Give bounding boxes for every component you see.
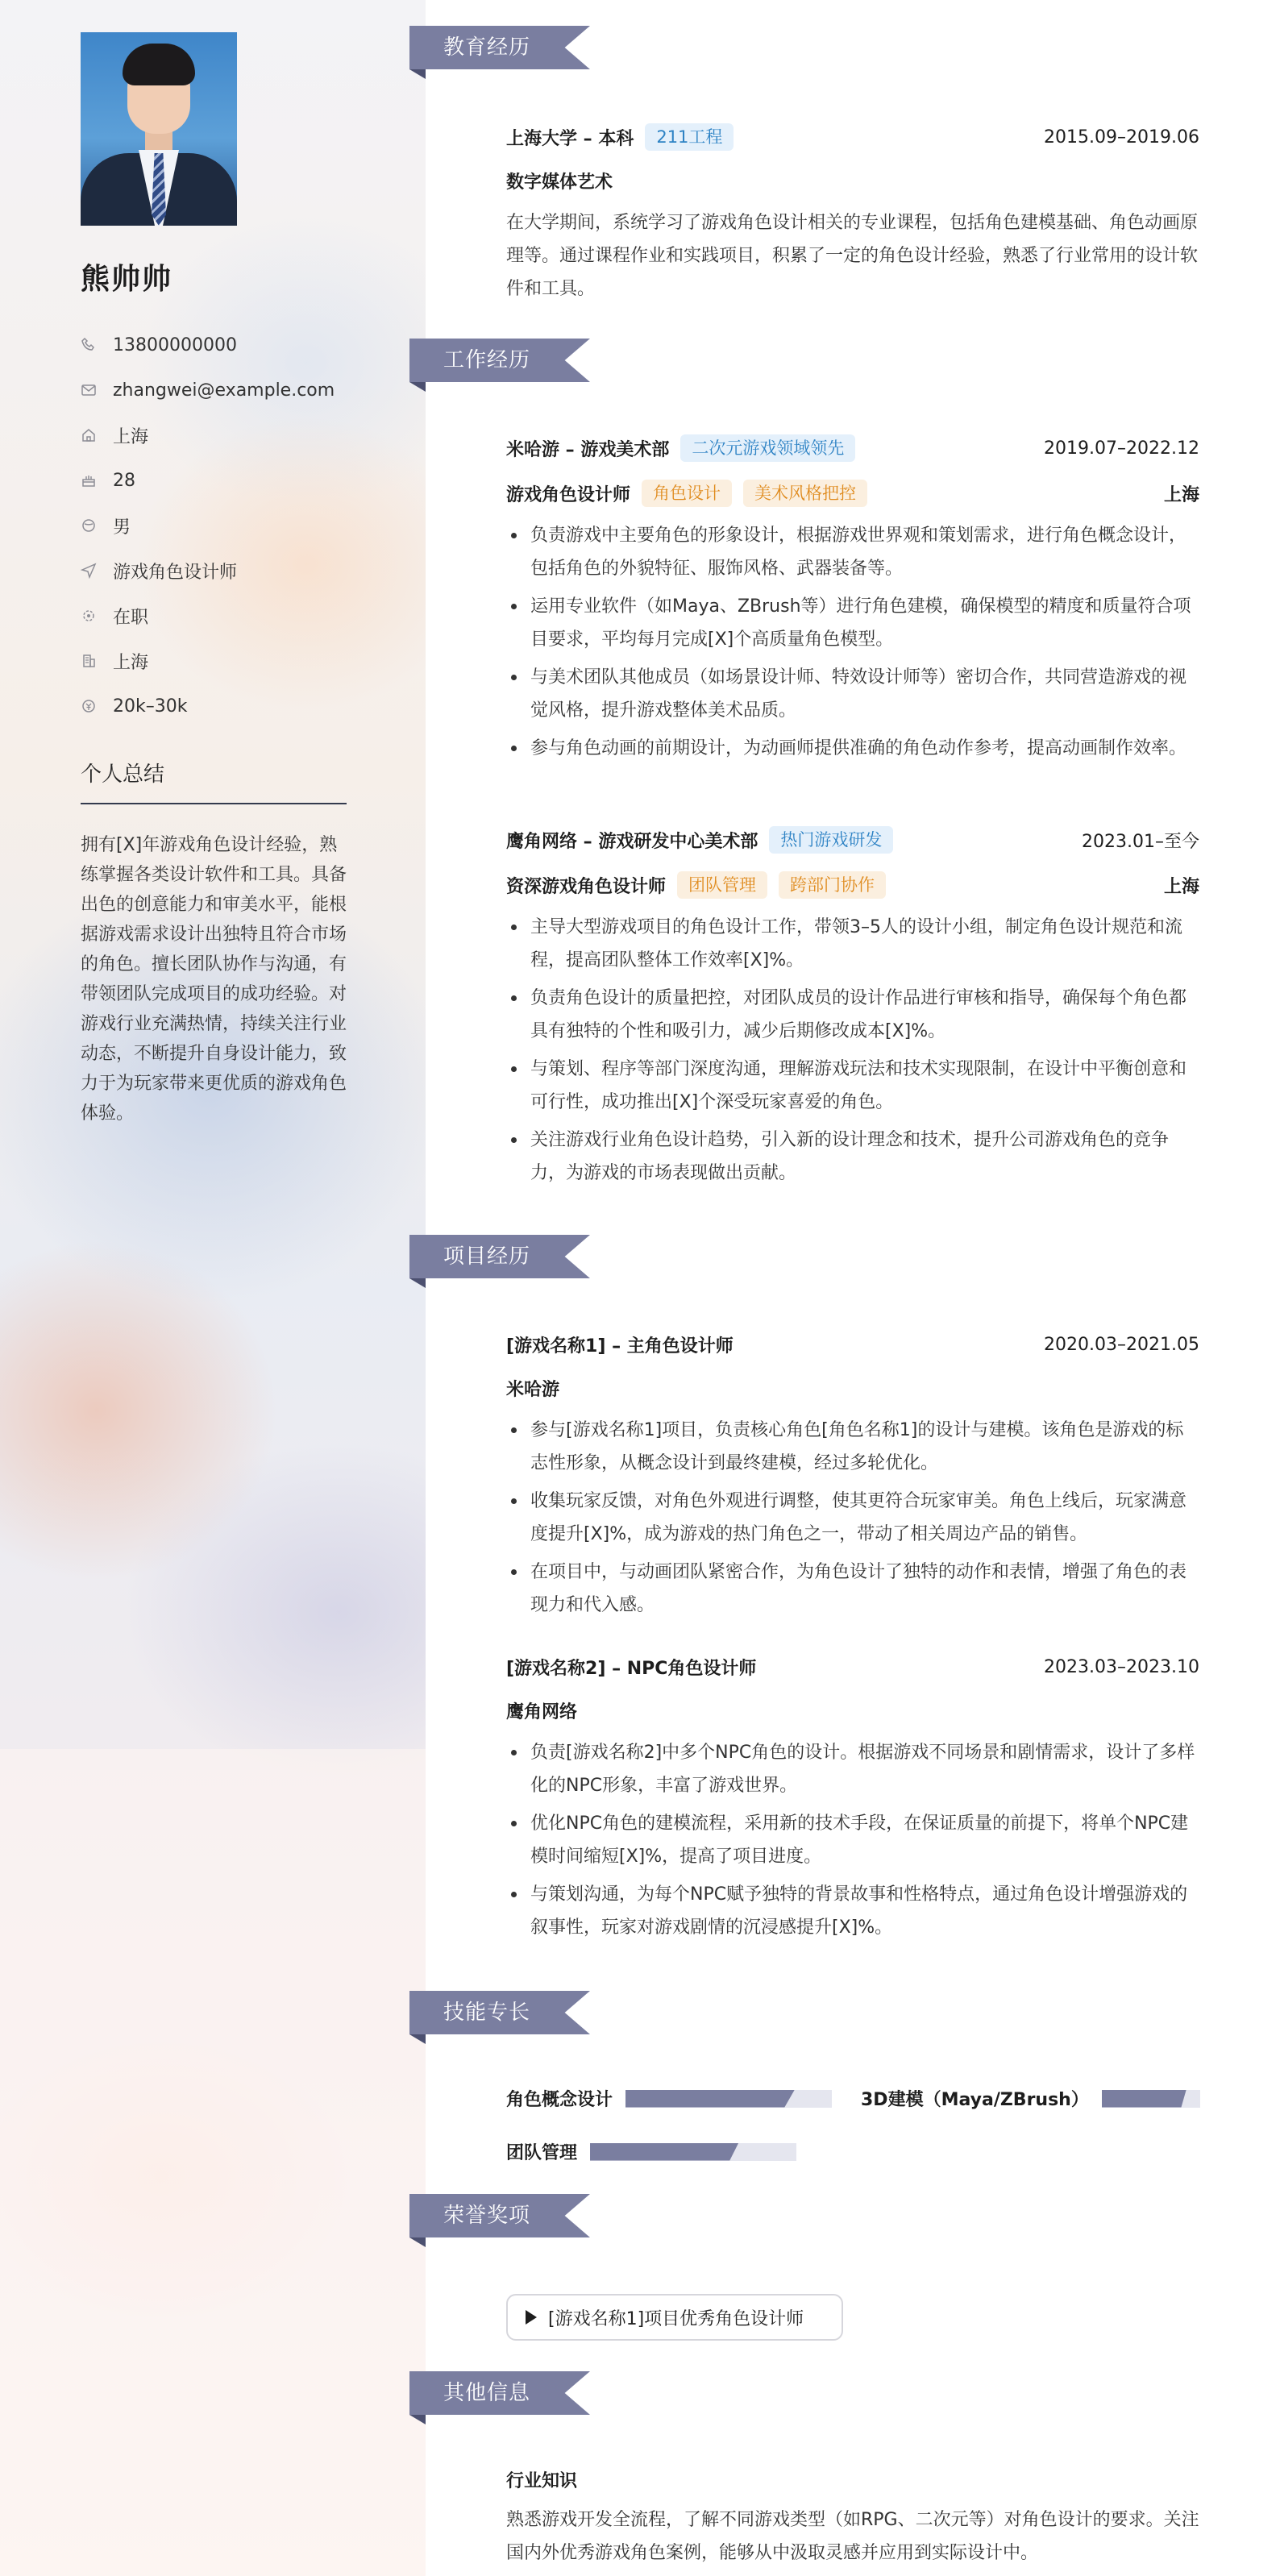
section-other-title: 其他信息: [443, 2381, 531, 2405]
project-title: [游戏名称1] – 主角色设计师: [506, 1336, 734, 1357]
home-icon: [81, 427, 113, 443]
work-date: 2019.07–2022.12: [1044, 438, 1199, 459]
work-city: 上海: [1163, 876, 1199, 897]
project-entry-1: [506, 1328, 1199, 1627]
mail-icon: [81, 382, 113, 398]
section-project-title: 项目经历: [443, 1244, 531, 1269]
other-title: 行业知识: [506, 2470, 578, 2491]
project-bullets: [506, 1414, 1199, 1622]
section-skills-title: 技能专长: [443, 2001, 531, 2025]
other-entry: [506, 2463, 1199, 2570]
info-position: [81, 548, 355, 593]
send-icon: [81, 563, 113, 579]
project-date: 2023.03–2023.10: [1044, 1656, 1199, 1677]
work-bullets: [506, 519, 1199, 765]
info-phone-text: 13800000000: [113, 334, 237, 355]
skill-item: [506, 2086, 832, 2111]
list-item: 主导大型游戏项目的角色设计工作，带领3–5人的设计小组，制定角色设计规范和流程，提高团队整体工作效率[X]%。: [506, 911, 1199, 977]
sidebar: [0, 0, 426, 2576]
info-city: [81, 638, 355, 683]
education-entry: [506, 121, 1199, 305]
work-date: 2023.01–至今: [1082, 831, 1199, 852]
summary-title: 个人总结: [81, 762, 165, 787]
section-education-title: 教育经历: [443, 35, 531, 60]
list-item: 在项目中，与动画团队紧密合作，为角色设计了独特的动作和表情，增强了角色的表现力和代入感。: [506, 1556, 1199, 1622]
section-other-header: [409, 2371, 590, 2415]
education-tag: 211工程: [645, 123, 734, 151]
summary-divider: [81, 803, 347, 804]
list-item: 与美术团队其他成员（如场景设计师、特效设计师等）密切合作，共同营造游戏的视觉风格，提升游戏整体美术品质。: [506, 661, 1199, 727]
work-role-tag: 团队管理: [677, 871, 767, 899]
info-status-text: 在职: [113, 607, 149, 628]
work-city: 上海: [1163, 484, 1199, 505]
info-location-text: 上海: [113, 426, 149, 447]
phone-icon: [81, 337, 113, 353]
list-item: 负责角色设计的质量把控，对团队成员的设计作品进行审核和指导，确保每个角色都具有独特的个性和吸引力，减少后期修改成本[X]%。: [506, 982, 1199, 1048]
cake-icon: [81, 472, 113, 488]
skill-bar: [1102, 2090, 1200, 2108]
main-content: [426, 0, 1280, 2576]
skill-bar-fill: [590, 2143, 738, 2161]
sidebar-decoration: [0, 1749, 426, 2576]
work-company: 鹰角网络 – 游戏研发中心美术部: [506, 831, 758, 852]
education-school: 上海大学 – 本科: [506, 128, 634, 149]
info-phone: [81, 322, 355, 368]
honor-item[interactable]: [506, 2294, 843, 2341]
avatar: [81, 32, 237, 226]
project-org: 鹰角网络: [506, 1701, 578, 1722]
project-title: [游戏名称2] – NPC角色设计师: [506, 1658, 757, 1679]
info-gender-text: 男: [113, 517, 131, 538]
info-age-text: 28: [113, 470, 135, 491]
project-org: 米哈游: [506, 1379, 560, 1400]
work-entry-1: [506, 432, 1199, 770]
section-work-title: 工作经历: [443, 348, 531, 372]
section-honors-title: 荣誉奖项: [443, 2204, 531, 2228]
work-role: 资深游戏角色设计师: [506, 876, 667, 897]
info-salary: [81, 683, 355, 729]
list-item: 参与角色动画的前期设计，为动画师提供准确的角色动作参考，提高动画制作效率。: [506, 732, 1199, 765]
contact-info: [81, 322, 355, 729]
info-position-text: 游戏角色设计师: [113, 562, 238, 583]
skill-name: 3D建模（Maya/ZBrush）: [861, 2090, 1089, 2110]
skill-bar: [625, 2090, 832, 2108]
list-item: 与策划沟通，为每个NPC赋予独特的背景故事和性格特点，通过角色设计增强游戏的叙事性，玩家对游戏剧情的沉浸感提升[X]%。: [506, 1878, 1199, 1944]
education-date: 2015.09–2019.06: [1044, 127, 1199, 147]
summary-text: 拥有[X]年游戏角色设计经验，熟练掌握各类设计软件和工具。具备出色的创意能力和审美水平，能根据游戏需求设计出独特且符合市场的角色。擅长团队协作与沟通，有带领团队完成项目的成功经验。对游戏行业充满热情，持续关注行业动态，不断提升自身设计能力，致力于为玩家带来更优质的游戏角色体验。: [81, 835, 347, 1124]
other-desc: 熟悉游戏开发全流程，了解不同游戏类型（如RPG、二次元等）对角色设计的要求。关注国内外优秀游戏角色案例，能够从中汲取灵感并应用到实际设计中。: [506, 2510, 1199, 2563]
play-icon: [526, 2310, 537, 2325]
work-role-tag: 跨部门协作: [779, 871, 886, 899]
education-desc: 在大学期间，系统学习了游戏角色设计相关的专业课程，包括角色建模基础、角色动画原理等。通过课程作业和实践项目，积累了一定的角色设计经验，熟悉了行业常用的设计软件和工具。: [506, 213, 1199, 299]
salary-icon: [81, 698, 113, 714]
skill-name: 团队管理: [506, 2143, 578, 2163]
work-bullets: [506, 911, 1199, 1190]
list-item: 负责[游戏名称2]中多个NPC角色的设计。根据游戏不同场景和剧情需求，设计了多样化的NPC形象，丰富了游戏世界。: [506, 1736, 1199, 1802]
section-skills-header: [409, 1991, 590, 2034]
info-email: [81, 368, 355, 413]
info-salary-text: 20k–30k: [113, 696, 188, 717]
info-email-text: zhangwei@example.com: [113, 380, 335, 401]
info-status: [81, 593, 355, 638]
work-role: 游戏角色设计师: [506, 484, 631, 505]
project-date: 2020.03–2021.05: [1044, 1334, 1199, 1355]
project-entry-2: [506, 1651, 1199, 1949]
list-item: 运用专业软件（如Maya、ZBrush等）进行角色建模，确保模型的精度和质量符合项目要求，平均每月完成[X]个高质量角色模型。: [506, 590, 1199, 656]
section-honors-header: [409, 2194, 590, 2237]
status-icon: [81, 608, 113, 624]
skill-name: 角色概念设计: [506, 2090, 613, 2110]
profile-name: 熊帅帅: [81, 263, 173, 296]
work-role-tag: 角色设计: [642, 480, 732, 507]
skill-bar: [590, 2143, 796, 2161]
list-item: 关注游戏行业角色设计趋势，引入新的设计理念和技术，提升公司游戏角色的竞争力，为游戏的市场表现做出贡献。: [506, 1124, 1199, 1190]
gender-icon: [81, 517, 113, 534]
skill-item: [861, 2086, 1200, 2111]
education-major: 数字媒体艺术: [506, 172, 613, 193]
work-role-tag: 美术风格把控: [743, 480, 867, 507]
skill-item: [506, 2139, 796, 2164]
info-city-text: 上海: [113, 652, 149, 673]
project-bullets: [506, 1736, 1199, 1944]
honor-label: [游戏名称1]项目优秀角色设计师: [548, 2308, 804, 2329]
info-gender: [81, 503, 355, 548]
section-project-header: [409, 1235, 590, 1278]
work-company: 米哈游 – 游戏美术部: [506, 439, 670, 460]
list-item: 收集玩家反馈，对角色外观进行调整，使其更符合玩家审美。角色上线后，玩家满意度提升[X]%，成为游戏的热门角色之一，带动了相关周边产品的销售。: [506, 1485, 1199, 1551]
list-item: 负责游戏中主要角色的形象设计，根据游戏世界观和策划需求，进行角色概念设计，包括角色的外貌特征、服饰风格、武器装备等。: [506, 519, 1199, 585]
list-item: 参与[游戏名称1]项目，负责核心角色[角色名称1]的设计与建模。该角色是游戏的标志性形象，从概念设计到最终建模，经过多轮优化。: [506, 1414, 1199, 1480]
skill-bar-fill: [625, 2090, 795, 2108]
work-company-tag: 二次元游戏领域领先: [680, 434, 855, 462]
skill-bar-fill: [1102, 2090, 1186, 2108]
info-age: [81, 458, 355, 503]
list-item: 优化NPC角色的建模流程，采用新的技术手段，在保证质量的前提下，将单个NPC建模时间缩短[X]%，提高了项目进度。: [506, 1807, 1199, 1873]
work-entry-2: [506, 824, 1199, 1195]
section-work-header: [409, 339, 590, 382]
building-icon: [81, 653, 113, 669]
section-education-header: [409, 26, 590, 69]
info-location: [81, 413, 355, 458]
work-company-tag: 热门游戏研发: [769, 826, 893, 854]
list-item: 与策划、程序等部门深度沟通，理解游戏玩法和技术实现限制，在设计中平衡创意和可行性，成功推出[X]个深受玩家喜爱的角色。: [506, 1053, 1199, 1119]
